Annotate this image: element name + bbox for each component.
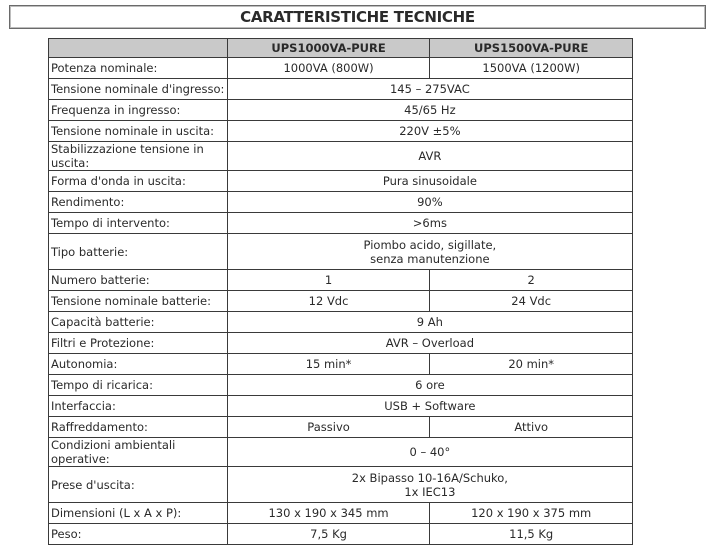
row-label: Filtri e Protezione: [49, 333, 228, 354]
row-label: Tensione nominale batterie: [49, 291, 228, 312]
table-row [49, 375, 633, 396]
row-value-line: 1x IEC13 [404, 484, 456, 499]
row-label: Dimensioni (L x A x P): [49, 503, 228, 524]
row-value-shared: USB + Software [227, 396, 632, 417]
row-label: Autonomia: [49, 354, 228, 375]
row-value-shared: Pura sinusoidale [227, 171, 632, 192]
row-value-shared: 145 – 275VAC [227, 79, 632, 100]
row-value-1000: 1 [227, 270, 430, 291]
title-box [9, 5, 706, 29]
table-row [49, 121, 633, 142]
table-row [49, 213, 633, 234]
row-value-shared: >6ms [227, 213, 632, 234]
table-header-row [49, 39, 633, 58]
row-value-1000: Passivo [227, 417, 430, 438]
row-label: Tempo di ricarica: [49, 375, 228, 396]
row-value-line: senza manutenzione [370, 251, 490, 266]
row-value-1500: 2 [430, 270, 633, 291]
row-value-1500: 120 x 190 x 375 mm [430, 503, 633, 524]
row-value-shared: 9 Ah [227, 312, 632, 333]
table-row [49, 503, 633, 524]
row-label: Numero batterie: [49, 270, 228, 291]
row-label: Tensione nominale d'ingresso: [49, 79, 228, 100]
row-value-shared: 220V ±5% [227, 121, 632, 142]
row-value-1500: 1500VA (1200W) [430, 58, 633, 79]
row-value-line: 2x Bipasso 10-16A/Schuko, [351, 470, 508, 485]
row-value-1500: Attivo [430, 417, 633, 438]
row-value-shared [227, 467, 632, 503]
specs-table [48, 38, 633, 545]
header-model-1500: UPS1500VA-PURE [430, 39, 633, 58]
row-label: Tempo di intervento: [49, 213, 228, 234]
row-label: Peso: [49, 524, 228, 545]
table-row [49, 192, 633, 213]
row-value-shared: 6 ore [227, 375, 632, 396]
table-row [49, 467, 633, 503]
row-value-shared: 45/65 Hz [227, 100, 632, 121]
row-label: Tensione nominale in uscita: [49, 121, 228, 142]
table-row [49, 79, 633, 100]
row-value-1000: 7,5 Kg [227, 524, 430, 545]
row-value-1500: 20 min* [430, 354, 633, 375]
row-value-1500: 11,5 Kg [430, 524, 633, 545]
table-row [49, 312, 633, 333]
table-row [49, 270, 633, 291]
table-row [49, 354, 633, 375]
row-label: Potenza nominale: [49, 58, 228, 79]
header-blank [49, 39, 228, 58]
row-value-shared [227, 234, 632, 270]
row-value-shared: 90% [227, 192, 632, 213]
header-model-1000: UPS1000VA-PURE [227, 39, 430, 58]
table-row [49, 417, 633, 438]
row-value-1000: 15 min* [227, 354, 430, 375]
table-row [49, 171, 633, 192]
row-value-shared: 0 – 40° [227, 438, 632, 467]
table-row [49, 58, 633, 79]
row-value-line: Piombo acido, sigillate, [363, 237, 497, 252]
row-label: Raffreddamento: [49, 417, 228, 438]
table-row [49, 142, 633, 171]
row-value-1000: 1000VA (800W) [227, 58, 430, 79]
table-row [49, 234, 633, 270]
row-label: Frequenza in ingresso: [49, 100, 228, 121]
page-title: CARATTERISTICHE TECNICHE [240, 8, 475, 26]
row-label: Forma d'onda in uscita: [49, 171, 228, 192]
table-row [49, 100, 633, 121]
row-label: Capacità batterie: [49, 312, 228, 333]
row-label: Rendimento: [49, 192, 228, 213]
row-value-1000: 12 Vdc [227, 291, 430, 312]
table-row [49, 524, 633, 545]
row-label: Stabilizzazione tensione in uscita: [49, 142, 228, 171]
table-row [49, 291, 633, 312]
row-label: Condizioni ambientali operative: [49, 438, 228, 467]
row-label: Prese d'uscita: [49, 467, 228, 503]
row-label: Interfaccia: [49, 396, 228, 417]
row-value-1500: 24 Vdc [430, 291, 633, 312]
row-value-1000: 130 x 190 x 345 mm [227, 503, 430, 524]
table-row [49, 333, 633, 354]
table-row [49, 396, 633, 417]
row-value-shared: AVR – Overload [227, 333, 632, 354]
row-value-shared: AVR [227, 142, 632, 171]
row-label: Tipo batterie: [49, 234, 228, 270]
table-row [49, 438, 633, 467]
